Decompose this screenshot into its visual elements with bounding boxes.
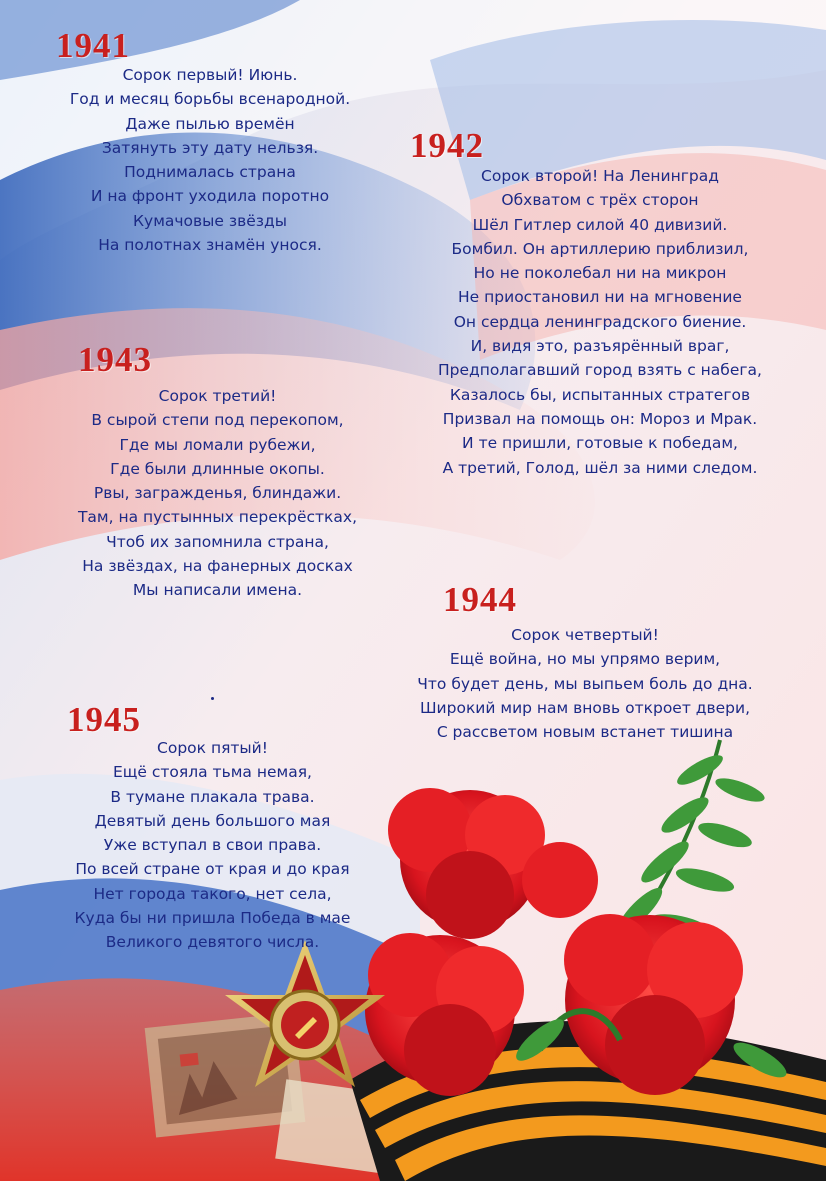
verse-line: Широкий мир нам вновь откроет двери, [419,698,751,717]
verse-line: Предполагавший город взять с набега, [438,361,762,380]
verse-line: Призвал на помощь он: Мороз и Мрак. [442,409,758,428]
verse-line: На полотнах знамён унося. [98,236,322,255]
verse-line: Шёл Гитлер силой 40 дивизий. [472,215,728,234]
verse-line: Нет города такого, нет села, [93,884,332,903]
verse-line: И, видя это, разъярённый враг, [470,337,730,356]
verse-line: Мы написали имена. [132,581,303,600]
verse-line: Ещё война, но мы упрямо верим, [449,650,721,669]
verse-line: Казалось бы, испытанных стратегов [449,385,751,404]
verse-line: А третий, Голод, шёл за ними следом. [442,458,758,477]
year-heading-1943: 1943 [78,340,152,379]
verse-line: Сорок пятый! [157,739,268,757]
year-heading-1945: 1945 [67,700,141,739]
verse-line: Девятый день большого мая [94,811,331,830]
verse-line: Сорок первый! Июнь. [122,66,298,84]
verse-line: Ещё стояла тьма немая, [113,763,312,782]
stray-dot [211,697,214,700]
year-heading-1942: 1942 [410,126,484,165]
verse-line: В сырой степи под перекопом, [91,411,344,430]
verse-line: Год и месяц борьбы всенародной. [69,90,351,109]
verse-line: По всей стране от края и до края [75,860,350,879]
verse-line: Сорок четвертый! [511,626,659,644]
verse-line: Затянуть эту дату нельзя. [101,138,319,157]
verse-line: Великого девятого числа. [105,933,320,952]
verse-line: Сорок третий! [158,387,277,405]
poem-1942 [380,164,820,480]
poem-1941 [20,63,400,257]
verse-line: Куда бы ни пришла Победа в мае [74,909,351,928]
verse-line: Где мы ломали рубежи, [119,435,316,454]
verse-line: И на фронт уходила поротно [90,187,330,206]
verse-line: Там, на пустынных перекрёстках, [77,508,358,527]
verse-line: Он сердца ленинградского биение. [453,312,747,331]
year-heading-1944: 1944 [443,580,517,619]
year-heading-1941: 1941 [56,26,130,65]
verse-line: Что будет день, мы выпьем боль до дна. [417,674,753,693]
poem-1945 [20,736,405,955]
verse-line: Не приостановил ни на мгновение [458,288,742,307]
verse-line: В тумане плакала трава. [110,787,315,806]
poem-1943 [20,384,415,603]
poem-1944 [360,623,810,744]
verse-line: Где были длинные окопы. [110,459,325,478]
verse-line: Сорок второй! На Ленинград [481,167,719,185]
verse-line: С рассветом новым встанет тишина [436,723,734,742]
verse-line: На звёздах, на фанерных досках [82,557,353,576]
verse-line: Обхватом с трёх сторон [501,191,699,210]
verse-line: Чтоб их запомнила страна, [106,532,329,551]
verse-line: Уже вступал в свои права. [103,836,322,855]
verse-line: Бомбил. Он артиллерию приблизил, [451,239,749,258]
verse-line: Кумачовые звёзды [133,211,287,230]
verse-line: Даже пылью времён [125,114,295,133]
verse-line: И те пришли, готовые к победам, [462,434,738,453]
verse-line: Но не поколебал ни на микрон [473,264,727,283]
verse-line: Поднималась страна [124,163,296,182]
verse-line: Рвы, загражденья, блиндажи. [93,484,342,503]
